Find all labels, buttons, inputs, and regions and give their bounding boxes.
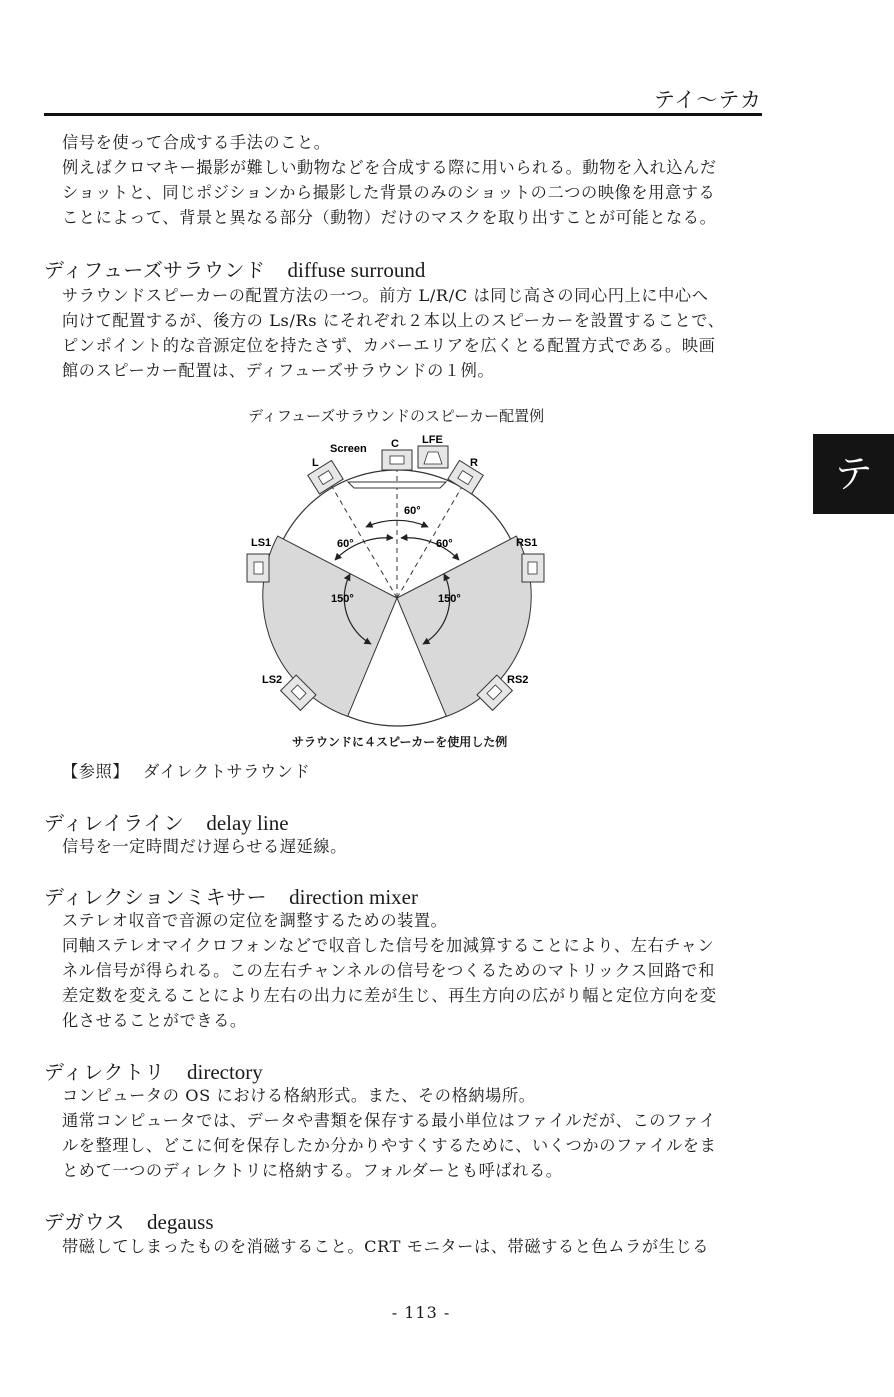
entry-term-ja: ディレクトリ bbox=[44, 1060, 165, 1084]
label-angle-front: 60° bbox=[404, 505, 421, 517]
entry-body bbox=[62, 1234, 762, 1259]
entry-term-en: diffuse surround bbox=[287, 258, 426, 282]
text-line: 信号を使って合成する手法のこと。 bbox=[62, 133, 331, 152]
text-line: ショットと、同じポジションから撮影した背景のみのショットの二つの映像を用意する bbox=[62, 183, 716, 202]
label-lfe: LFE bbox=[422, 434, 443, 446]
header-rule bbox=[44, 113, 762, 116]
text-line: 例えばクロマキー撮影が難しい動物などを合成する際に用いられる。動物を入れ込んだ bbox=[62, 158, 717, 177]
text-line: 帯磁してしまったものを消磁すること。CRT モニターは、帯磁すると色ムラが生じる bbox=[62, 1237, 709, 1256]
label-angle-rear-left: 150° bbox=[331, 593, 354, 605]
entry-heading bbox=[44, 257, 425, 283]
label-r: R bbox=[470, 457, 478, 469]
ls1-speaker-icon bbox=[247, 554, 269, 582]
label-ls2: LS2 bbox=[262, 674, 283, 686]
text-line: サラウンドスピーカーの配置方法の一つ。前方 L/R/C は同じ高さの同心円上に中心へ bbox=[62, 286, 709, 305]
text-line: とめて一つのディレクトリに格納する。フォルダーとも呼ばれる。 bbox=[62, 1161, 563, 1180]
page-header-title: テイ〜テカ bbox=[653, 88, 762, 112]
text-line: ピンポイント的な音源定位を持たさず、カバーエリアを広くとる配置方式である。映画 bbox=[62, 336, 716, 355]
center-speaker-icon bbox=[382, 450, 412, 470]
entry-heading bbox=[44, 810, 289, 836]
entry-term-ja: ディフューズサラウンド bbox=[44, 258, 266, 282]
text-line: ネル信号が得られる。この左右チャンネルの信号をつくるためのマトリックス回路で和 bbox=[62, 961, 715, 980]
intro-paragraph bbox=[62, 130, 762, 230]
text-line: ルを整理し、どこに何を保存したか分かりやすくするために、いくつかのファイルをま bbox=[62, 1136, 717, 1155]
text-line: コンピュータの OS における格納形式。また、その格納場所。 bbox=[62, 1086, 536, 1105]
entry-term-ja: デガウス bbox=[44, 1210, 125, 1234]
reference-link[interactable]: ダイレクトサラウンド bbox=[143, 762, 311, 781]
label-l: L bbox=[312, 457, 319, 469]
entry-term-ja: ディレイライン bbox=[44, 811, 185, 835]
text-line: 通常コンピュータでは、データや書類を保存する最小単位はファイルだが、このファイ bbox=[62, 1111, 717, 1130]
lfe-speaker-icon bbox=[418, 446, 448, 468]
label-rs1: RS1 bbox=[516, 537, 538, 549]
entry-body bbox=[62, 1083, 762, 1183]
index-tab: テ bbox=[813, 434, 894, 514]
text-line: ステレオ収音で音源の定位を調整するための装置。 bbox=[62, 911, 448, 930]
label-c: C bbox=[391, 438, 399, 450]
label-angle-left: 60° bbox=[337, 538, 354, 550]
text-line: 差定数を変えることにより左右の出力に差が生じ、再生方向の広がり幅と定位方向を変 bbox=[62, 986, 717, 1005]
label-angle-right: 60° bbox=[436, 538, 453, 550]
entry-heading bbox=[44, 1059, 263, 1085]
label-angle-rear-right: 150° bbox=[438, 593, 461, 605]
text-line: 同軸ステレオマイクロフォンなどで収音した信号を加減算することにより、左右チャン bbox=[62, 936, 715, 955]
entry-term-en: direction mixer bbox=[289, 885, 418, 909]
speaker-layout-diagram bbox=[240, 430, 560, 730]
entry-term-en: directory bbox=[187, 1060, 263, 1084]
reference-line bbox=[62, 758, 310, 782]
entry-heading bbox=[44, 1209, 214, 1235]
entry-body bbox=[62, 283, 762, 383]
figure-caption: サラウンドに４スピーカーを使用した例 bbox=[292, 735, 508, 749]
entry-term-en: degauss bbox=[147, 1210, 214, 1234]
rs1-speaker-icon bbox=[522, 554, 544, 582]
text-line: 館のスピーカー配置は、ディフューズサラウンドの１例。 bbox=[62, 361, 495, 380]
figure-title: ディフューズサラウンドのスピーカー配置例 bbox=[248, 407, 545, 425]
text-line: 向けて配置するが、後方の Ls/Rs にそれぞれ２本以上のスピーカーを設置することで、 bbox=[62, 311, 725, 330]
label-screen: Screen bbox=[330, 443, 367, 455]
entry-term-ja: ディレクションミキサー bbox=[44, 885, 268, 909]
entry-body bbox=[62, 908, 762, 1033]
entry-body bbox=[62, 834, 762, 859]
text-line: 化させることができる。 bbox=[62, 1011, 247, 1030]
text-line: 信号を一定時間だけ遅らせる遅延線。 bbox=[62, 837, 347, 856]
reference-label: 【参照】 bbox=[62, 762, 130, 781]
label-rs2: RS2 bbox=[507, 674, 529, 686]
entry-heading bbox=[44, 884, 418, 910]
entry-term-en: delay line bbox=[206, 811, 289, 835]
screen-shape bbox=[348, 482, 446, 488]
label-ls1: LS1 bbox=[251, 537, 272, 549]
text-line: ことによって、背景と異なる部分（動物）だけのマスクを取り出すことが可能となる。 bbox=[62, 208, 717, 227]
page-number: - 113 - bbox=[391, 1303, 451, 1322]
